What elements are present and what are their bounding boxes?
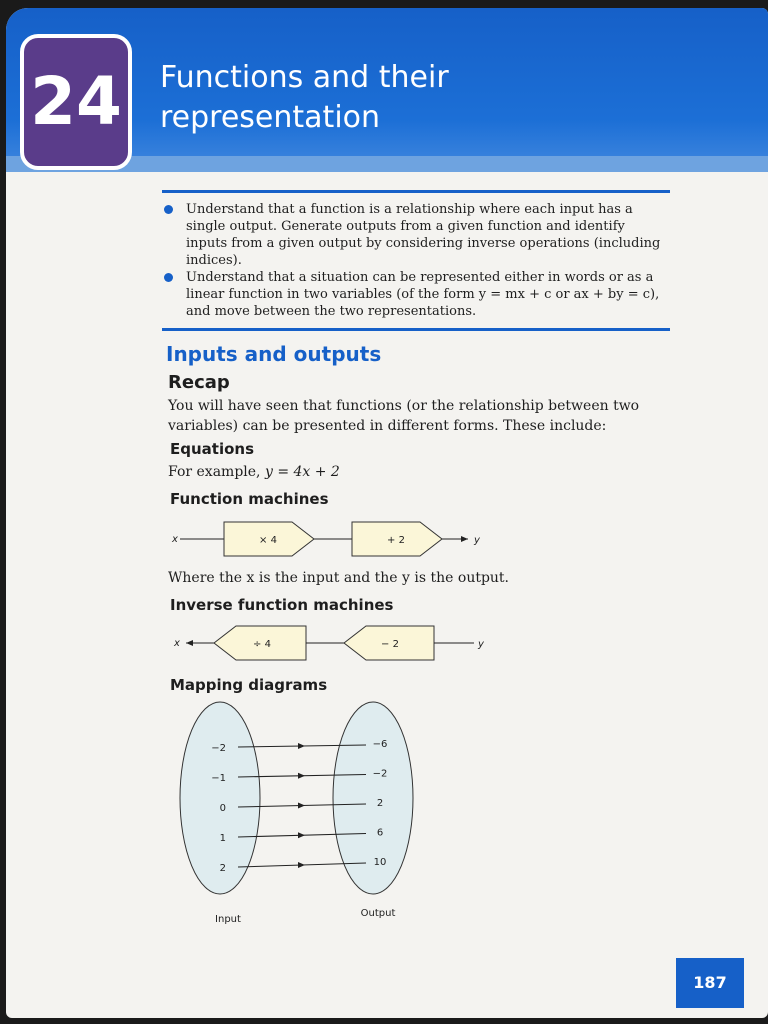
function-machine-diagram: [166, 512, 516, 562]
mapping-arrowhead: [298, 803, 305, 809]
mapping-input-value: 2: [219, 863, 226, 874]
mapping-arrowhead: [298, 773, 305, 779]
inverse-machines-heading: Inverse function machines: [170, 596, 394, 614]
ifm-box-2-label: − 2: [381, 639, 399, 650]
mapping-output-value: 10: [373, 857, 387, 868]
recap-intro: You will have seen that functions (or the relationship between two variables) can be presented in different forms. These include:: [168, 398, 640, 434]
mapping-arrowhead: [298, 832, 305, 838]
inverse-machine-diagram: [166, 616, 506, 668]
mapping-arrowhead: [298, 743, 305, 749]
function-machines-heading: Function machines: [170, 490, 329, 508]
mapping-output-value: 2: [376, 798, 384, 809]
ifm-box-1-label: ÷ 4: [253, 639, 271, 650]
objective-item: [162, 201, 670, 269]
fm-output-label: y: [474, 535, 480, 546]
learning-objectives: [162, 190, 670, 331]
bullet-icon: [164, 205, 173, 214]
ifm-input-label: y: [478, 639, 484, 650]
input-caption: Input: [215, 914, 241, 925]
fm-box-2-label: + 2: [387, 535, 405, 546]
equation-example: [168, 462, 668, 482]
mapping-input-value: −1: [211, 773, 226, 784]
objective-text: Understand that a function is a relationship where each input has a single output. Generate outputs from a given function and identify inputs from a given output by considering inverse operations (including indices).: [186, 202, 661, 268]
mapping-input-value: 1: [219, 833, 226, 844]
equations-heading: Equations: [170, 440, 255, 458]
chapter-title: [160, 58, 449, 138]
mapping-input-value: 0: [219, 803, 226, 814]
chapter-title-line1: Functions and their: [160, 60, 449, 95]
objective-item: [162, 269, 670, 320]
mapping-arrowhead: [298, 862, 305, 868]
chapter-number-badge: 24: [20, 34, 132, 170]
page-number: 187: [676, 958, 744, 1008]
ifm-output-label: x: [174, 638, 180, 649]
recap-heading: Recap: [168, 372, 230, 393]
mapping-output-value: −2: [372, 768, 388, 780]
textbook-page: [6, 8, 768, 1018]
mapping-input-value: −2: [211, 743, 226, 754]
equation-prefix: For example,: [168, 464, 265, 480]
mapping-heading: Mapping diagrams: [170, 676, 328, 694]
output-caption: Output: [360, 908, 396, 919]
objective-text: Understand that a situation can be represented either in words or as a linear function in two variables (of the form y = mx + c or ax + by = c), and move between the two representations.: [186, 270, 660, 319]
mapping-output-value: 6: [376, 827, 384, 839]
mapping-diagram: [172, 700, 432, 930]
fm-input-label: x: [172, 534, 178, 545]
equation-formula: y = 4x + 2: [264, 464, 340, 480]
section-heading: Inputs and outputs: [166, 342, 382, 366]
chapter-title-line2: representation: [160, 100, 381, 135]
mapping-output-value: −6: [372, 739, 388, 750]
fm-box-1-label: × 4: [259, 535, 277, 546]
function-machine-caption: Where the x is the input and the y is the output.: [168, 570, 510, 586]
bullet-icon: [164, 273, 173, 282]
